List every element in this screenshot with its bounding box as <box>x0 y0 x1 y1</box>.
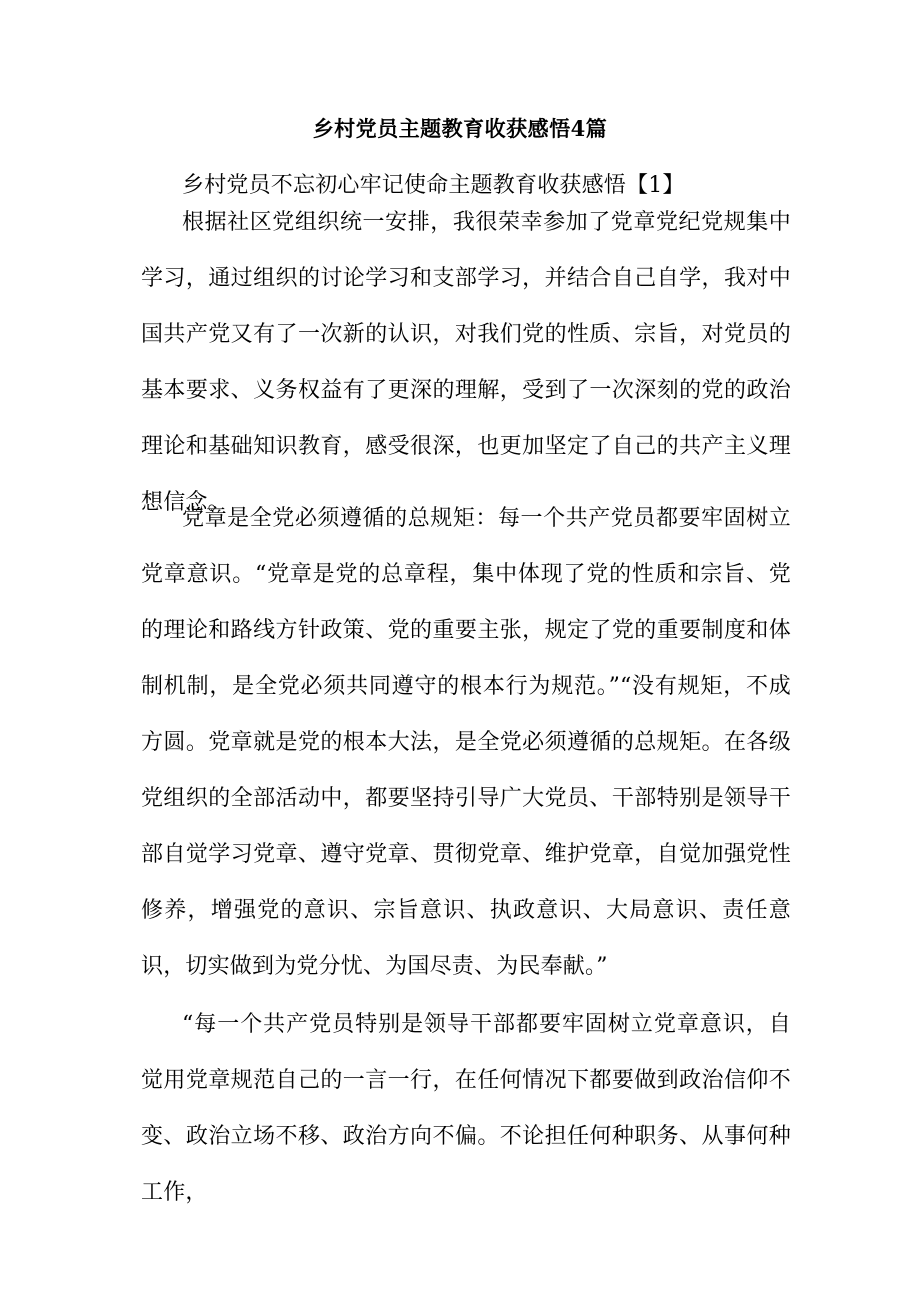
paragraph-3: “每一个共产党员特别是领导干部都要牢固树立党章意识，自觉用党章规范自己的一言一行，在任何情况下都要做到政治信仰不变、政治立场不移、政治方向不偏。不论担任何种职务、从事何种工作， <box>141 1012 791 1205</box>
document-title: 乡村党员主题教育收获感悟4篇 <box>312 116 608 141</box>
paragraph-2: 党章是全党必须遵循的总规矩：每一个共产党员都要牢固树立党章意识。“党章是党的总章程，集中体现了党的性质和宗旨、党的理论和路线方针政策、党的重要主张，规定了党的重要制度和体制机制，是全党必须共同遵守的根本行为规范。”“没有规矩，不成方圆。党章就是党的根本大法，是全党必须遵循的总规矩。在各级党组织的全部活动中，都要坚持引导广大党员、干部特别是领导干部自觉学习党章、遵守党章、贯彻党章、维护党章，自觉加强党性修养，增强党的意识、宗旨意识、执政意识、大局意识、责任意识，切实做到为党分忧、为国尽责、为民奉献。” <box>141 506 791 979</box>
section-subtitle: 乡村党员不忘初心牢记使命主题教育收获感悟【1】 <box>182 173 685 198</box>
paragraph-1: 根据社区党组织统一安排，我很荣幸参加了党章党纪党规集中学习，通过组织的讨论学习和支部学习，并结合自己自学，我对中国共产党又有了一次新的认识，对我们党的性质、宗旨，对党员的基本要求、义务权益有了更深的理解，受到了一次深刻的党的政治理论和基础知识教育，感受很深，也更加坚定了自己的共产主义理想信念。 <box>141 210 791 515</box>
